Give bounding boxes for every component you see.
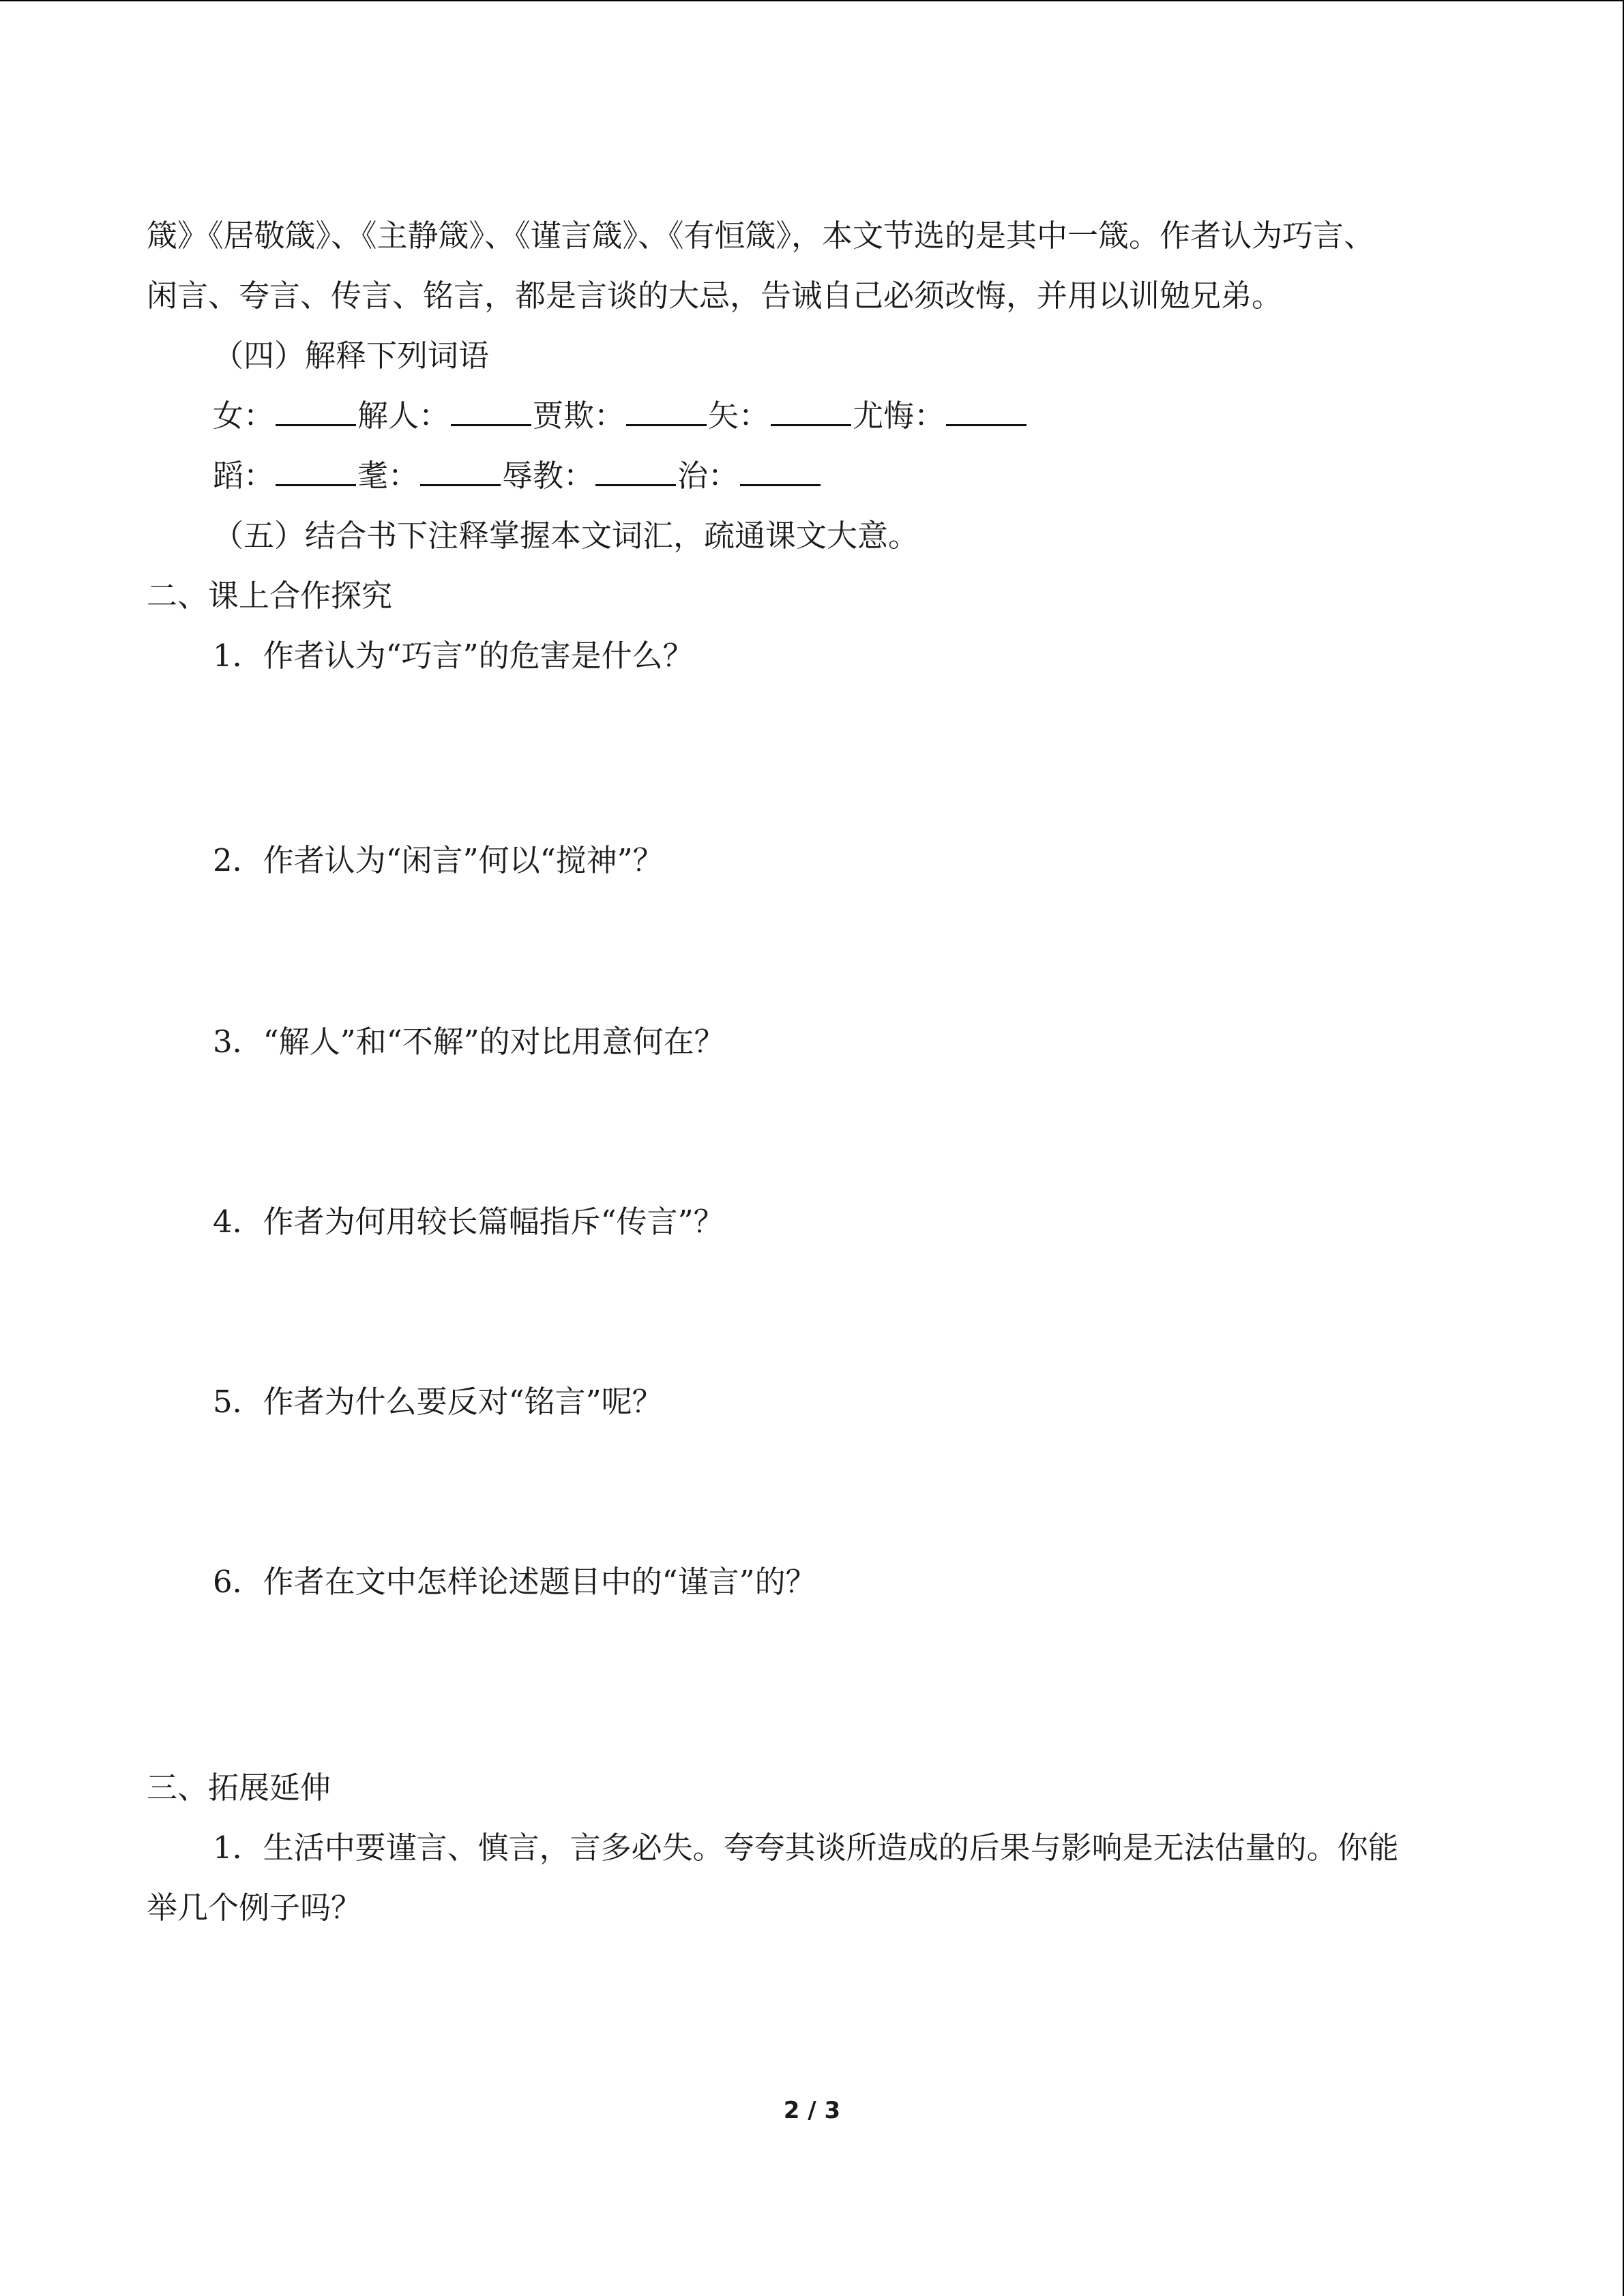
answer-blank[interactable]	[451, 397, 531, 426]
vocab-row-1	[213, 396, 1028, 436]
vocab-label: 贾欺：	[533, 398, 625, 434]
answer-blank[interactable]	[420, 457, 501, 486]
vocab-label: 蹈：	[213, 458, 275, 494]
intro-line-2: 闲言、夸言、传言、铭言，都是言谈的大忌，告诫自己必须改悔，并用以训勉兄弟。	[147, 278, 1283, 314]
part4-heading: （四）解释下列词语	[213, 338, 490, 374]
answer-blank[interactable]	[771, 397, 851, 426]
intro-line-1: 箴》《居敬箴》、《主静箴》、《谨言箴》、《有恒箴》，本文节选的是其中一箴。作者认为巧言、	[147, 218, 1375, 254]
answer-blank[interactable]	[276, 397, 356, 426]
question-3: 3．“解人”和“不解”的对比用意何在？	[213, 1024, 725, 1060]
answer-blank[interactable]	[276, 457, 356, 486]
question-6: 6．作者在文中怎样论述题目中的“谨言”的？	[213, 1564, 816, 1600]
question-1: 1．作者认为“巧言”的危害是什么？	[213, 638, 694, 674]
answer-blank[interactable]	[626, 397, 707, 426]
extension-question-1-line-1: 1．生活中要谨言、慎言，言多必失。夸夸其谈所造成的后果与影响是无法估量的。你能	[213, 1830, 1399, 1866]
section3-heading: 三、拓展延伸	[147, 1770, 331, 1806]
answer-blank[interactable]	[946, 397, 1027, 426]
vocab-label: 治：	[677, 458, 739, 494]
part5-heading: （五）结合书下注释掌握本文词汇，疏通课文大意。	[213, 518, 919, 554]
vocab-label: 矢：	[708, 398, 770, 434]
question-4: 4．作者为何用较长篇幅指斥“传言”？	[213, 1204, 724, 1240]
vocab-label: 尤悔：	[853, 398, 945, 434]
question-5: 5．作者为什么要反对“铭言”呢？	[213, 1384, 663, 1420]
vocab-label: 解人：	[357, 398, 450, 434]
vocab-label: 耄：	[357, 458, 419, 494]
extension-question-1-line-2: 举几个例子吗？	[147, 1890, 362, 1926]
page-number: 2 / 3	[783, 2097, 841, 2124]
section2-heading: 二、课上合作探究	[147, 578, 393, 614]
question-2: 2．作者认为“闲言”何以“搅神”？	[213, 842, 664, 878]
vocab-row-2	[213, 456, 822, 496]
answer-blank[interactable]	[595, 457, 676, 486]
vocab-label: 辱教：	[502, 458, 595, 494]
vocab-label: 女：	[213, 398, 275, 434]
answer-blank[interactable]	[740, 457, 821, 486]
